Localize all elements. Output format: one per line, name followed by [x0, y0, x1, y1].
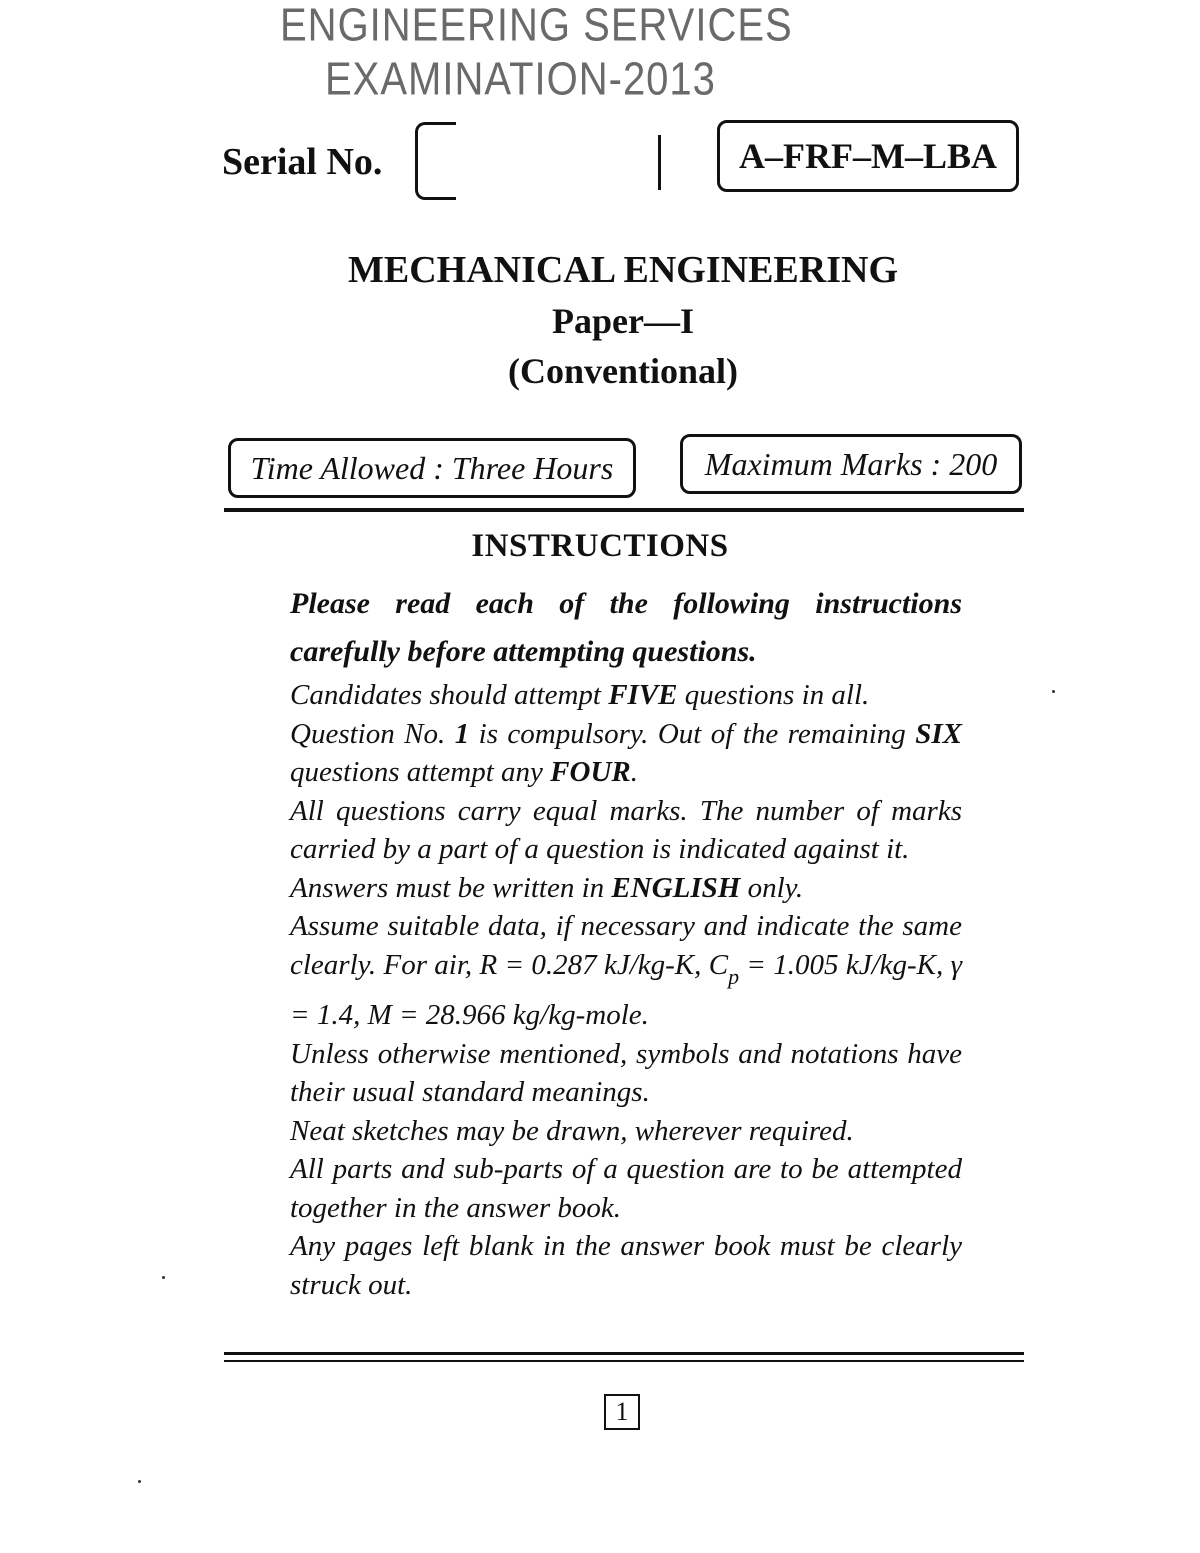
- subject-title: MECHANICAL ENGINEERING: [347, 249, 899, 291]
- exam-stamp-line1: ENGINEERING SERVICES: [280, 0, 793, 51]
- exam-stamp-line2: EXAMINATION-2013: [325, 54, 716, 105]
- paper-type: (Conventional): [507, 351, 738, 391]
- divider-bottom-thin: [224, 1360, 1024, 1362]
- instruction-item: All questions carry equal marks. The number of marks carried by a part of a question is indicated against it.: [290, 794, 962, 865]
- time-allowed-box: Time Allowed : Three Hours: [228, 438, 636, 498]
- scan-speck: [162, 1276, 165, 1279]
- divider-bottom: [224, 1352, 1024, 1355]
- serial-number-box: [415, 122, 456, 200]
- serial-number-label: Serial No.: [222, 141, 383, 183]
- scan-speck: [1052, 690, 1055, 693]
- instruction-item: All parts and sub-parts of a question are to be attempted together in the answer book.: [290, 1153, 962, 1224]
- paper-title: Paper—I: [552, 301, 694, 341]
- serial-number-box-end: [658, 135, 661, 190]
- instructions-lead: Please read each of the following instructions carefully before attempting questions.: [290, 587, 962, 668]
- instruction-item: Neat sketches may be drawn, wherever required.: [290, 1114, 854, 1147]
- instruction-item: Question No. 1 is compulsory. Out of the remaining SIX questions attempt any FOUR.: [290, 717, 962, 788]
- divider-top: [224, 508, 1024, 512]
- instruction-item: Candidates should attempt FIVE questions in all.: [290, 679, 870, 711]
- instructions-list: [290, 580, 962, 1304]
- page-number: 1: [604, 1394, 640, 1430]
- instructions-heading: INSTRUCTIONS: [471, 528, 729, 564]
- scan-speck: [138, 1480, 141, 1483]
- instruction-item: Assume suitable data, if necessary and indicate the same clearly. For air, R = 0.287 kJ/kg-K, $C_p = 1.005$ kJ/kg-K, γ = 1.4, M = 28.966 kg/kg-mole.: [290, 910, 962, 1031]
- paper-code-box: A–FRF–M–LBA: [717, 120, 1019, 192]
- instruction-item: Any pages left blank in the answer book must be clearly struck out.: [290, 1230, 962, 1301]
- instruction-item: Unless otherwise mentioned, symbols and notations have their usual standard meanings.: [290, 1037, 962, 1108]
- instruction-item: Answers must be written in ENGLISH only.: [290, 871, 804, 904]
- maximum-marks-box: Maximum Marks : 200: [680, 434, 1022, 494]
